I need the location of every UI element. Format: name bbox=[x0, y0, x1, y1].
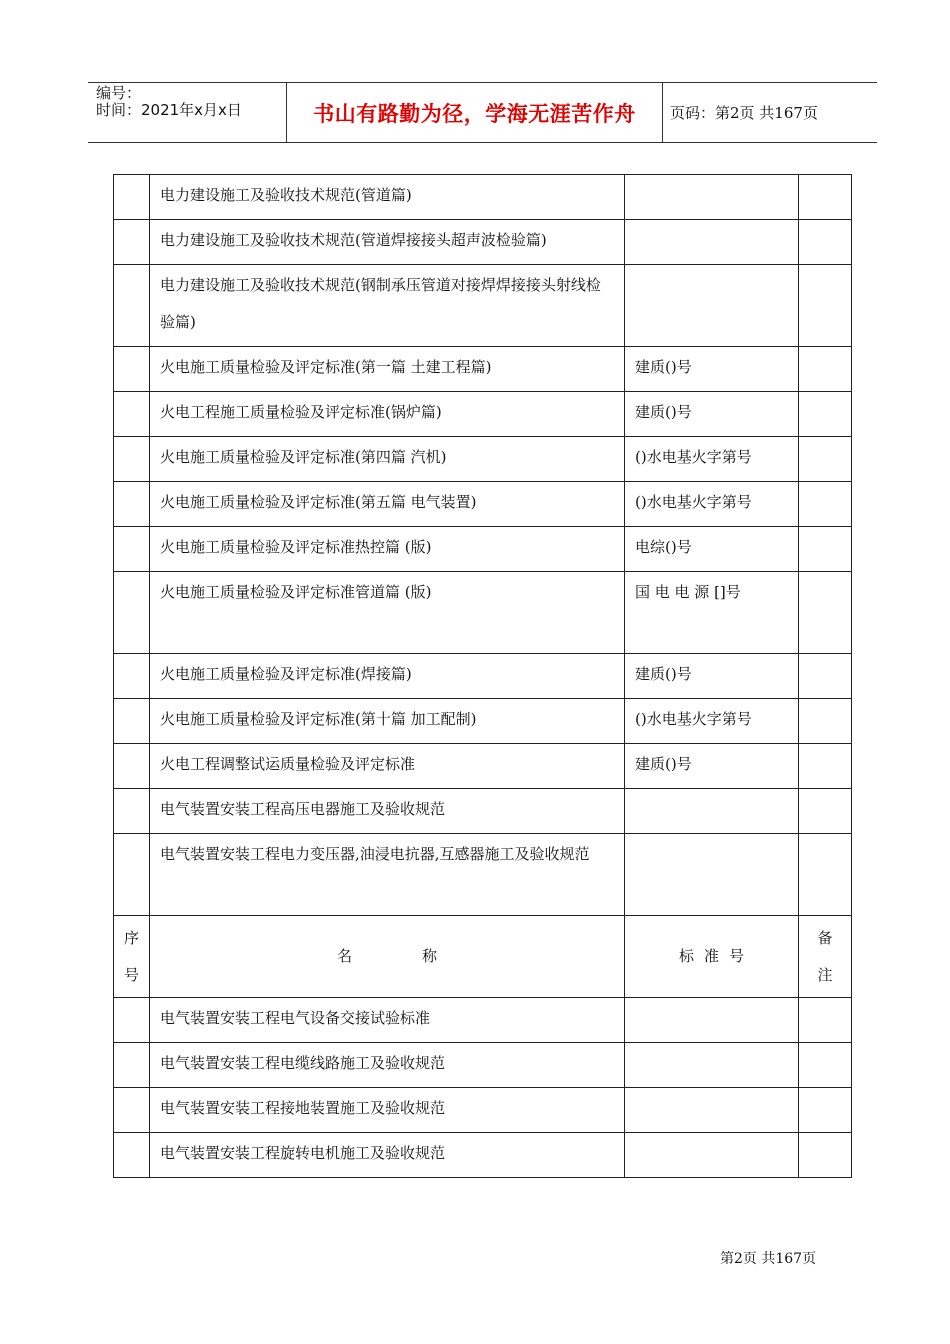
header-name bbox=[150, 916, 625, 998]
row-note-cell bbox=[799, 699, 852, 744]
row-seq-cell bbox=[114, 834, 150, 916]
table-row bbox=[114, 1043, 852, 1088]
row-seq-cell bbox=[114, 744, 150, 789]
row-name-cell: 火电施工质量检验及评定标准热控篇 (版) bbox=[150, 527, 625, 572]
table-row bbox=[114, 572, 852, 654]
row-note-cell bbox=[799, 1133, 852, 1178]
row-seq-cell bbox=[114, 1133, 150, 1178]
row-note-cell bbox=[799, 527, 852, 572]
row-seq-cell bbox=[114, 220, 150, 265]
table-row bbox=[114, 789, 852, 834]
header-meta bbox=[96, 83, 286, 142]
row-seq-cell bbox=[114, 1043, 150, 1088]
table-row bbox=[114, 220, 852, 265]
row-name-cell: 电力建设施工及验收技术规范(管道篇) bbox=[150, 175, 625, 220]
header-note-text: 备注 bbox=[817, 928, 833, 984]
header-standard bbox=[625, 916, 799, 998]
row-seq-cell bbox=[114, 482, 150, 527]
row-standard-cell: 建质()号 bbox=[625, 392, 799, 437]
header-name-text: 名称 bbox=[336, 946, 507, 965]
header-seq bbox=[114, 916, 150, 998]
table-header-row bbox=[114, 916, 852, 998]
row-note-cell bbox=[799, 482, 852, 527]
row-note-cell bbox=[799, 998, 852, 1043]
header-motto: 书山有路勤为径，学海无涯苦作舟 bbox=[286, 83, 663, 142]
row-standard-cell bbox=[625, 998, 799, 1043]
row-name-cell: 火电施工质量检验及评定标准(第十篇 加工配制) bbox=[150, 699, 625, 744]
row-name-cell: 火电施工质量检验及评定标准(焊接篇) bbox=[150, 654, 625, 699]
row-seq-cell bbox=[114, 265, 150, 347]
row-standard-cell: 电综()号 bbox=[625, 527, 799, 572]
row-name-cell: 火电施工质量检验及评定标准(第一篇 土建工程篇) bbox=[150, 347, 625, 392]
row-note-cell bbox=[799, 392, 852, 437]
row-standard-cell bbox=[625, 1088, 799, 1133]
row-standard-cell bbox=[625, 789, 799, 834]
row-standard-cell: ()水电基火字第号 bbox=[625, 699, 799, 744]
header-page-label: 页码：第2页 共167页 bbox=[670, 104, 818, 122]
row-note-cell bbox=[799, 265, 852, 347]
header-standard-text: 标准号 bbox=[678, 946, 754, 965]
row-note-cell bbox=[799, 789, 852, 834]
row-name-cell: 电气装置安装工程电力变压器,油浸电抗器,互感器施工及验收规范 bbox=[150, 834, 625, 916]
row-standard-cell: ()水电基火字第号 bbox=[625, 482, 799, 527]
row-note-cell bbox=[799, 437, 852, 482]
row-note-cell bbox=[799, 834, 852, 916]
row-name-cell: 火电施工质量检验及评定标准(第四篇 汽机) bbox=[150, 437, 625, 482]
row-seq-cell bbox=[114, 789, 150, 834]
row-name-cell: 电力建设施工及验收技术规范(管道焊接接头超声波检验篇) bbox=[150, 220, 625, 265]
row-note-cell bbox=[799, 220, 852, 265]
row-name-cell: 电气装置安装工程高压电器施工及验收规范 bbox=[150, 789, 625, 834]
doc-time-label: 时间：2021年x月x日 bbox=[96, 101, 242, 119]
row-seq-cell bbox=[114, 527, 150, 572]
table-row bbox=[114, 527, 852, 572]
row-seq-cell bbox=[114, 175, 150, 220]
standards-table-body bbox=[114, 175, 852, 1178]
row-seq-cell bbox=[114, 572, 150, 654]
row-name-cell: 火电施工质量检验及评定标准(第五篇 电气装置) bbox=[150, 482, 625, 527]
doc-number-label: 编号： bbox=[96, 84, 142, 102]
row-note-cell bbox=[799, 1043, 852, 1088]
row-standard-cell bbox=[625, 1043, 799, 1088]
table-row bbox=[114, 1088, 852, 1133]
row-name-cell: 电气装置安装工程接地装置施工及验收规范 bbox=[150, 1088, 625, 1133]
header-note bbox=[799, 916, 852, 998]
table-row bbox=[114, 654, 852, 699]
row-note-cell bbox=[799, 744, 852, 789]
table-row bbox=[114, 265, 852, 347]
table-row bbox=[114, 744, 852, 789]
row-note-cell bbox=[799, 654, 852, 699]
row-name-cell: 火电工程施工质量检验及评定标准(锅炉篇) bbox=[150, 392, 625, 437]
row-note-cell bbox=[799, 572, 852, 654]
row-seq-cell bbox=[114, 347, 150, 392]
table-row bbox=[114, 392, 852, 437]
row-name-cell: 电力建设施工及验收技术规范(钢制承压管道对接焊焊接接头射线检验篇) bbox=[150, 265, 625, 347]
row-seq-cell bbox=[114, 699, 150, 744]
page-footer: 第2页 共167页 bbox=[720, 1251, 817, 1267]
table-row bbox=[114, 437, 852, 482]
header-seq-text: 序号 bbox=[124, 928, 140, 984]
table-row bbox=[114, 1133, 852, 1178]
row-name-cell: 电气装置安装工程电缆线路施工及验收规范 bbox=[150, 1043, 625, 1088]
row-standard-cell: ()水电基火字第号 bbox=[625, 437, 799, 482]
page-header bbox=[88, 82, 877, 143]
row-standard-cell bbox=[625, 175, 799, 220]
row-seq-cell bbox=[114, 392, 150, 437]
table-row bbox=[114, 834, 852, 916]
row-name-cell: 火电工程调整试运质量检验及评定标准 bbox=[150, 744, 625, 789]
row-name-cell: 火电施工质量检验及评定标准管道篇 (版) bbox=[150, 572, 625, 654]
standards-table bbox=[113, 174, 852, 1178]
row-note-cell bbox=[799, 347, 852, 392]
table-row bbox=[114, 699, 852, 744]
row-standard-cell: 建质()号 bbox=[625, 744, 799, 789]
row-standard-cell bbox=[625, 265, 799, 347]
table-row bbox=[114, 347, 852, 392]
table-row bbox=[114, 482, 852, 527]
row-note-cell bbox=[799, 175, 852, 220]
row-standard-cell: 国 电 电 源 []号 bbox=[625, 572, 799, 654]
row-standard-cell bbox=[625, 1133, 799, 1178]
table-row bbox=[114, 998, 852, 1043]
row-note-cell bbox=[799, 1088, 852, 1133]
row-seq-cell bbox=[114, 437, 150, 482]
row-standard-cell: 建质()号 bbox=[625, 654, 799, 699]
row-seq-cell bbox=[114, 998, 150, 1043]
row-name-cell: 电气装置安装工程旋转电机施工及验收规范 bbox=[150, 1133, 625, 1178]
row-standard-cell bbox=[625, 220, 799, 265]
row-name-cell: 电气装置安装工程电气设备交接试验标准 bbox=[150, 998, 625, 1043]
row-seq-cell bbox=[114, 1088, 150, 1133]
table-row bbox=[114, 175, 852, 220]
row-standard-cell: 建质()号 bbox=[625, 347, 799, 392]
row-seq-cell bbox=[114, 654, 150, 699]
row-standard-cell bbox=[625, 834, 799, 916]
